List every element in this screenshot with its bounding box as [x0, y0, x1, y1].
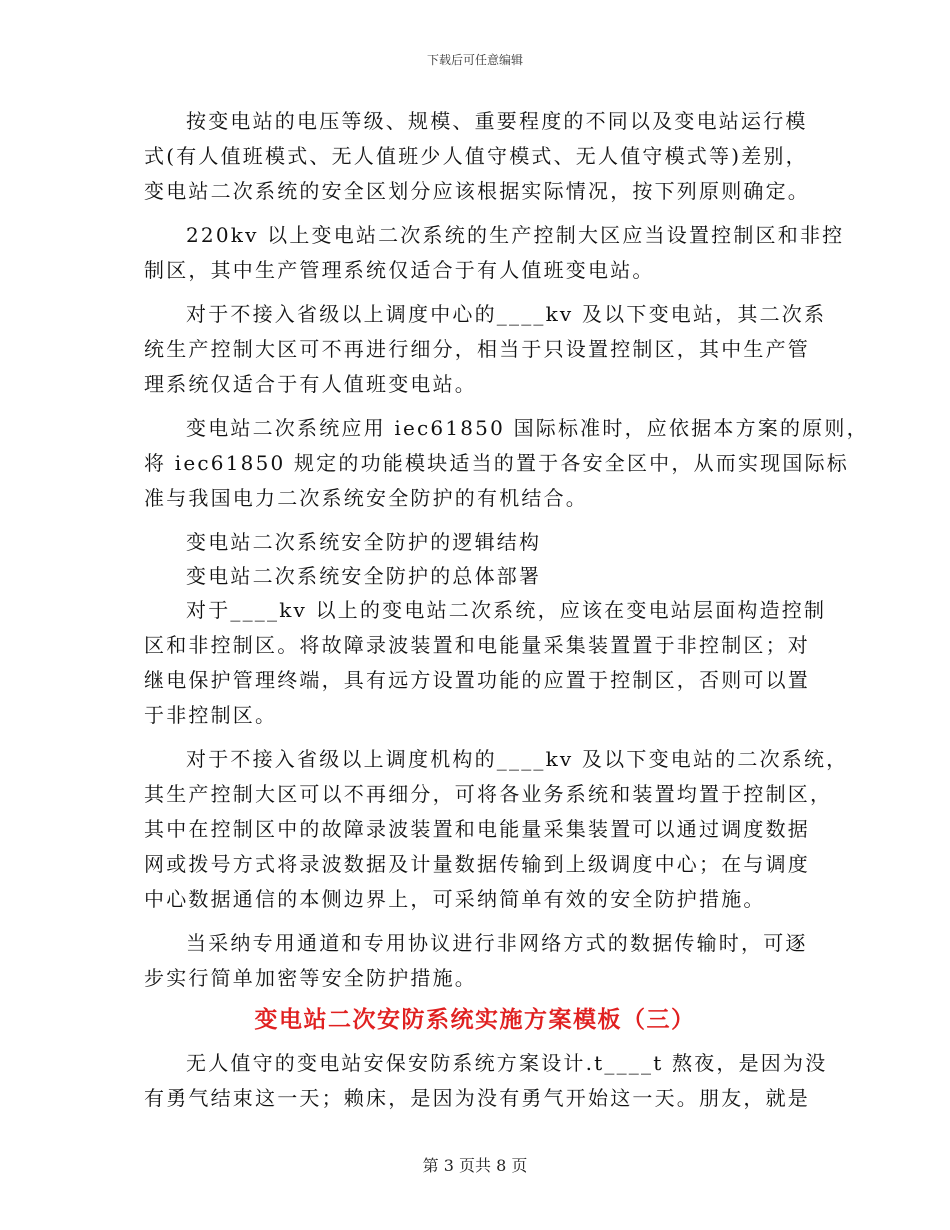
- text-line: 统生产控制大区可不再进行细分，相当于只设置控制区，其中生产管: [144, 337, 810, 361]
- text-line: 无人值守的变电站安保安防系统方案设计.t____t 熬夜，是因为没: [186, 1051, 828, 1075]
- text-line: 对于不接入省级以上调度机构的____kv 及以下变电站的二次系统，: [186, 747, 849, 771]
- text-line: 变电站二次系统安全防护的逻辑结构: [186, 530, 542, 554]
- page-footer: 第 3 页共 8 页: [422, 1156, 528, 1175]
- text-line: 理系统仅适合于有人值班变电站。: [144, 372, 477, 396]
- text-line: 对于不接入省级以上调度中心的____kv 及以下变电站，其二次系: [186, 302, 827, 326]
- text-line: 对于____kv 以上的变电站二次系统，应该在变电站层面构造控制: [186, 598, 827, 622]
- text-line: 其中在控制区中的故障录波装置和电能量采集装置可以通过调度数据: [144, 817, 810, 841]
- text-line: 将 iec61850 规定的功能模块适当的置于各安全区中，从而实现国际标: [144, 451, 849, 475]
- text-line: 式(有人值班模式、无人值班少人值守模式、无人值守模式等)差别，: [144, 144, 808, 168]
- text-line: 于非控制区。: [144, 703, 278, 727]
- text-line: 继电保护管理终端，具有远方设置功能的应置于控制区，否则可以置: [144, 668, 810, 692]
- text-line: 网或拨号方式将录波数据及计量数据传输到上级调度中心；在与调度: [144, 852, 810, 876]
- section-title: 变电站二次安防系统实施方案模板（三）: [254, 1007, 696, 1033]
- text-line: 准与我国电力二次系统安全防护的有机结合。: [144, 486, 588, 510]
- text-line: 变电站二次系统安全防护的总体部署: [186, 564, 542, 588]
- text-line: 220kv 以上变电站二次系统的生产控制大区应当设置控制区和非控: [186, 223, 845, 247]
- text-line: 制区，其中生产管理系统仅适合于有人值班变电站。: [144, 258, 655, 282]
- text-line: 变电站二次系统的安全区划分应该根据实际情况，按下列原则确定。: [144, 179, 810, 203]
- text-line: 有勇气结束这一天；赖床，是因为没有勇气开始这一天。朋友，就是: [144, 1086, 810, 1110]
- text-line: 按变电站的电压等级、规模、重要程度的不同以及变电站运行模: [186, 109, 808, 133]
- text-line: 步实行简单加密等安全防护措施。: [144, 966, 477, 990]
- text-line: 中心数据通信的本侧边界上，可采纳简单有效的安全防护措施。: [144, 887, 766, 911]
- text-line: 变电站二次系统应用 iec61850 国际标准时，应依据本方案的原则，: [186, 416, 869, 440]
- page-header: 下载后可任意编辑: [426, 53, 523, 67]
- text-line: 区和非控制区。将故障录波装置和电能量采集装置置于非控制区；对: [144, 633, 810, 657]
- text-line: 其生产控制大区可以不再细分，可将各业务系统和装置均置于控制区，: [144, 782, 833, 806]
- text-line: 当采纳专用通道和专用协议进行非网络方式的数据传输时，可逐: [186, 931, 808, 955]
